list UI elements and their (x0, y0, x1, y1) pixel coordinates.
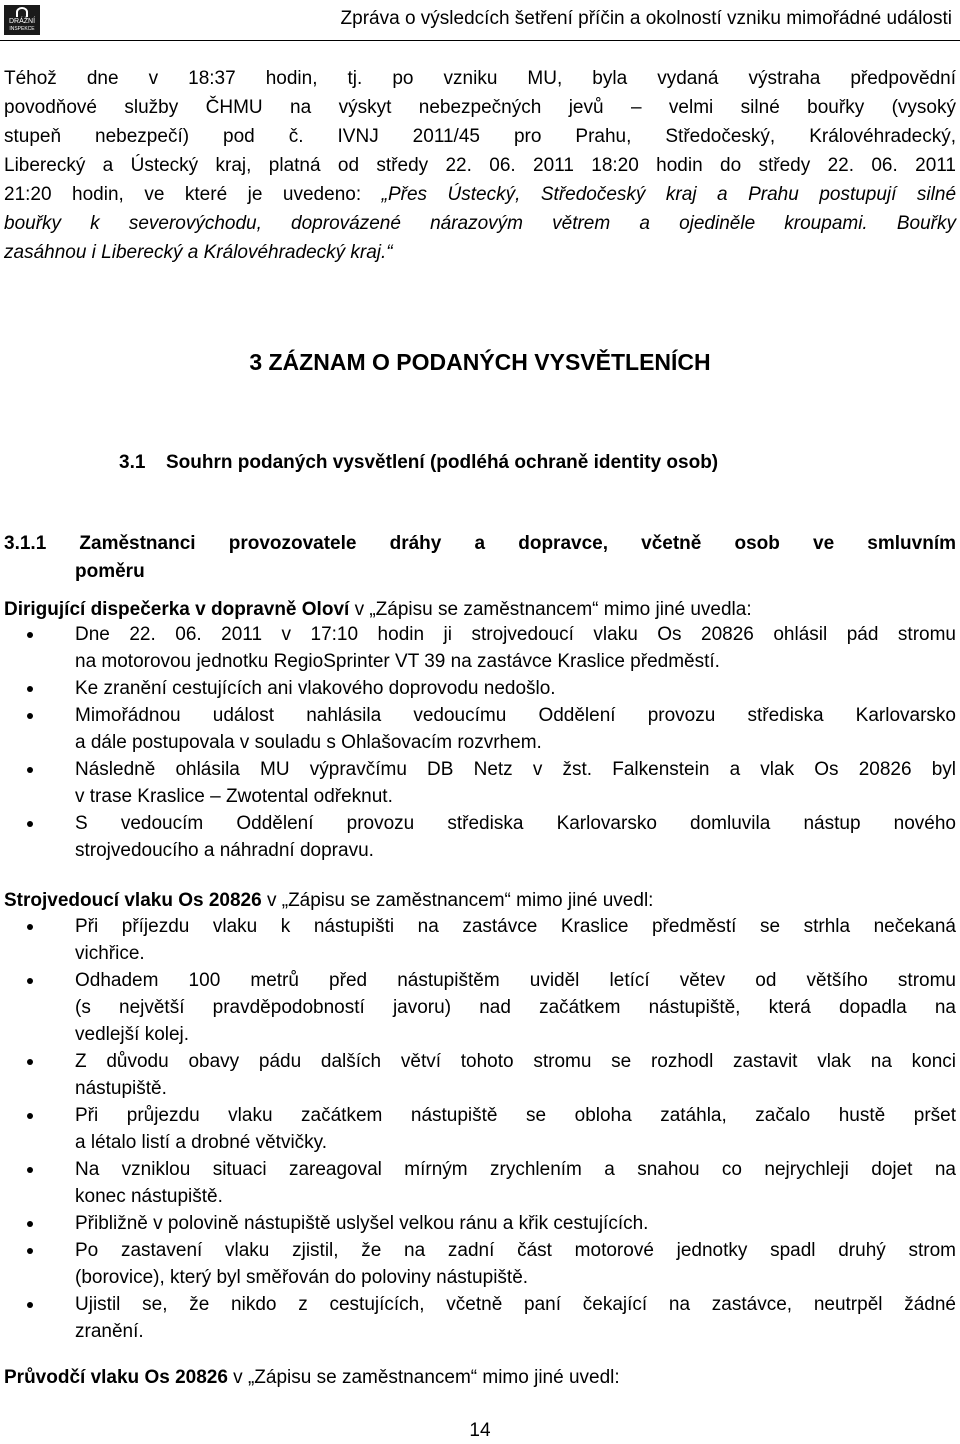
bullet-icon (27, 924, 33, 930)
list-item-line: zranění. (75, 1321, 144, 1342)
intro-line: Téhož dne v 18:37 hodin, tj. po vzniku MU, byla vydaná výstraha předpovědní (4, 68, 956, 89)
list-item-line: Při příjezdu vlaku k nástupišti na zastávce Kraslice předměstí se strhla nečekaná (75, 916, 956, 937)
conductor-intro (4, 1364, 956, 1392)
warning-quote: zasáhnou i Liberecký a Královéhradecký kraj.“ (4, 242, 393, 263)
list-item-line: v trase Kraslice – Zwotental odřeknut. (75, 786, 393, 807)
list-item-line: Při průjezdu vlaku začátkem nástupiště se obloha zatáhla, začalo hustě pršet (75, 1105, 956, 1126)
drazni-inspekce-logo (4, 5, 40, 35)
list-item-line: Na vzniklou situaci zareagoval mírným zrychlením a snahou co nejrychleji dojet na (75, 1159, 956, 1180)
intro-line: Liberecký a Ústecký kraj, platná od středy 22. 06. 2011 18:20 hodin do středy 22. 06. 2011 (4, 155, 956, 176)
list-item-line: Po zastavení vlaku zjistil, že na zadní část motorové jednotky spadl druhý strom (75, 1240, 956, 1261)
list-item-line: na motorovou jednotku RegioSprinter VT 39 na zastávce Kraslice předměstí. (75, 651, 720, 672)
bullet-icon (27, 713, 33, 719)
section-title: Souhrn podaných vysvětlení (podléhá ochraně identity osob) (166, 452, 719, 473)
driver-intro-text: v „Zápisu se zaměstnancem“ mimo jiné uvedl: (261, 890, 654, 911)
logo-mark-icon (16, 7, 28, 17)
list-item (0, 621, 960, 675)
section-3-1-1-heading (4, 530, 956, 586)
list-item-line: (s největší pravděpodobností javoru) nad začátkem nástupiště, která dopadla na (75, 997, 956, 1018)
bullet-icon (27, 1302, 33, 1308)
bullet-icon (27, 632, 33, 638)
bullet-icon (27, 1059, 33, 1065)
list-item (0, 1156, 960, 1210)
list-item-line: Dne 22. 06. 2011 v 17:10 hodin ji strojvedoucí vlaku Os 20826 ohlásil pád stromu (75, 624, 956, 645)
list-item (0, 913, 960, 967)
bullet-icon (27, 1113, 33, 1119)
list-item-line: Následně ohlásila MU výpravčímu DB Netz v žst. Falkenstein a vlak Os 20826 byl (75, 759, 956, 780)
dispatcher-role: Dirigující dispečerka v dopravně Oloví (4, 599, 350, 620)
list-item-line: vichřice. (75, 943, 145, 964)
intro-line: stupeň nebezpečí) pod č. IVNJ 2011/45 pro Prahu, Středočeský, Královéhradecký, (4, 126, 956, 147)
bullet-icon (27, 821, 33, 827)
list-item (0, 1102, 960, 1156)
list-item-line: Ke zranění cestujících ani vlakového doprovodu nedošlo. (75, 678, 556, 699)
conductor-intro-text: v „Zápisu se zaměstnancem“ mimo jiné uvedl: (227, 1367, 620, 1388)
intro-line-with-quote (4, 180, 956, 209)
page-header (0, 0, 960, 41)
list-item-line: Odhadem 100 metrů před nástupištěm uviděl letící větev od většího stromu (75, 970, 956, 991)
bullet-icon (27, 686, 33, 692)
section-3-1-heading (119, 452, 718, 474)
bullet-icon (27, 767, 33, 773)
section-3-heading: 3 ZÁZNAM O PODANÝCH VYSVĚTLENÍCH (249, 349, 711, 375)
logo-subtext: INSPEKCE (9, 26, 35, 32)
list-item-line: a dále postupovala v souladu s Ohlašovacím rozvrhem. (75, 732, 542, 753)
list-item (0, 675, 960, 702)
list-item-line: strojvedoucího a náhradní dopravu. (75, 840, 374, 861)
driver-role: Strojvedoucí vlaku Os 20826 (4, 890, 262, 911)
list-item-line: Mimořádnou událost nahlásila vedoucímu Oddělení provozu střediska Karlovarsko (75, 705, 956, 726)
intro-paragraph (4, 64, 956, 267)
list-item (0, 1291, 960, 1345)
dispatcher-intro (4, 596, 956, 624)
list-item-line: nástupiště. (75, 1078, 167, 1099)
list-item (0, 702, 960, 756)
list-item (0, 1210, 960, 1237)
conductor-role: Průvodčí vlaku Os 20826 (4, 1367, 228, 1388)
driver-statements (0, 913, 960, 1345)
list-item-line: Přibližně v polovině nástupiště uslyšel velkou ránu a křik cestujících. (75, 1213, 649, 1234)
driver-intro (4, 887, 956, 915)
section-title-line: poměru (75, 561, 145, 582)
list-item (0, 1048, 960, 1102)
dispatcher-intro-text: v „Zápisu se zaměstnancem“ mimo jiné uvedla: (349, 599, 752, 620)
logo-text: DRÁŽNÍ (8, 18, 36, 25)
intro-line: povodňové služby ČHMU na výskyt nebezpečných jevů – velmi silné bouřky (vysoký (4, 97, 956, 118)
bullet-icon (27, 1167, 33, 1173)
list-item (0, 756, 960, 810)
list-item-line: konec nástupiště. (75, 1186, 223, 1207)
bullet-icon (27, 978, 33, 984)
section-title-line: 3.1.1 Zaměstnanci provozovatele dráhy a dopravce, včetně osob ve smluvním (4, 533, 956, 554)
list-item-line: a létalo listí a drobné větvičky. (75, 1132, 328, 1153)
section-number: 3.1 (119, 452, 146, 473)
page-number: 14 (469, 1420, 491, 1441)
report-title: Zpráva o výsledcích šetření příčin a okolností vzniku mimořádné události (340, 8, 952, 29)
list-item-line: Z důvodu obavy pádu dalších větví tohoto stromu se rozhodl zastavit vlak na konci (75, 1051, 956, 1072)
list-item-line: Ujistil se, že nikdo z cestujících, včetně paní čekající na zastávce, neutrpěl žádné (75, 1294, 956, 1315)
bullet-icon (27, 1221, 33, 1227)
warning-quote: „Přes Ústecký, Středočeský kraj a Prahu postupují silné (381, 184, 957, 205)
dispatcher-statements (0, 621, 960, 864)
list-item (0, 810, 960, 864)
list-item (0, 1237, 960, 1291)
bullet-icon (27, 1248, 33, 1254)
list-item-line: vedlejší kolej. (75, 1024, 190, 1045)
warning-quote: bouřky k severovýchodu, doprovázené nárazovým větrem a ojediněle kroupami. Bouřky (4, 213, 956, 234)
intro-line: 21:20 hodin, ve které je uvedeno: (4, 184, 362, 205)
list-item-line: (borovice), který byl směřován do poloviny nástupiště. (75, 1267, 529, 1288)
list-item-line: S vedoucím Oddělení provozu střediska Karlovarsko domluvila nástup nového (75, 813, 956, 834)
list-item (0, 967, 960, 1048)
